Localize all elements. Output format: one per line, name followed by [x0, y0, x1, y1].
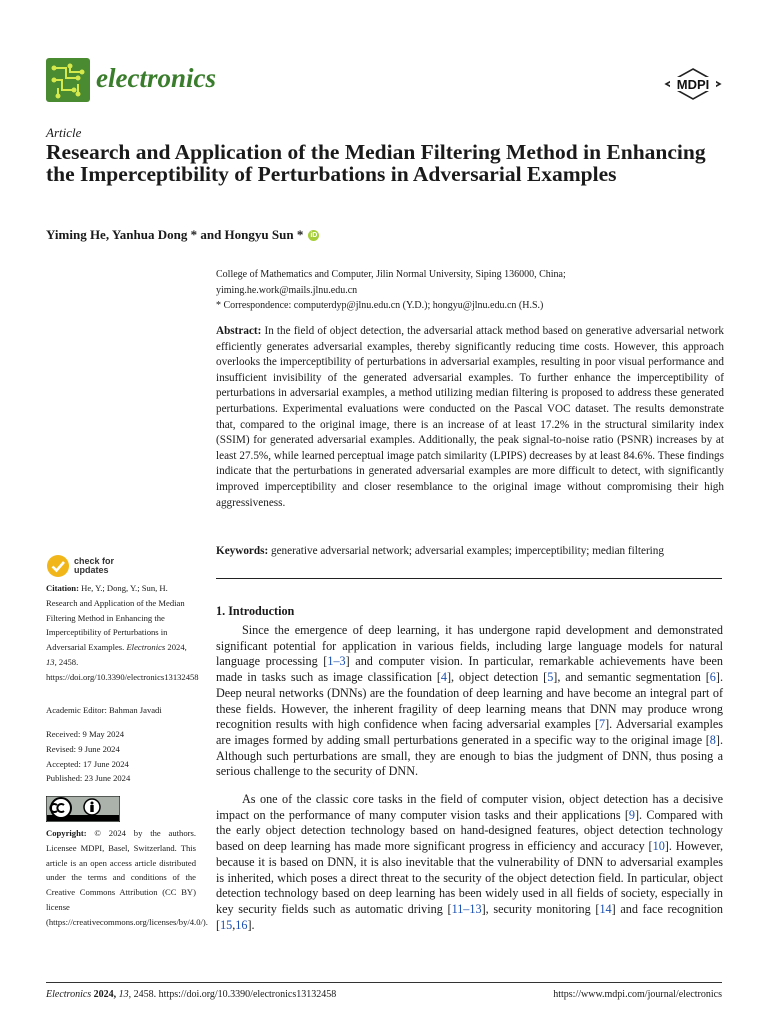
- footer-doi[interactable]: 2458. https://doi.org/10.3390/electronics13132458: [133, 989, 337, 1000]
- text-run: ]. Compared with the early object detection technology based on hand-designed features, object detection technology based on deep learning has made more significant progress in efficiency and accuracy [: [216, 807, 724, 854]
- text-run: ]. Deep neural networks (DNNs) are the foundation of deep learning and have become an integral part of these fields. However, the inherent fragility of deep learning means that DNN may produce wrong recognition results with high confidence when facing adversarial examples [: [216, 670, 723, 732]
- footer-volume: 13,: [118, 989, 132, 1000]
- author-names: Yiming He, Yanhua Dong * and Hongyu Sun *: [46, 227, 304, 242]
- text-run: ] and computer vision. In particular, remarkable achievements have been made in tasks such as image classification [: [216, 654, 723, 685]
- text-run: ]. Although such perturbations are small, they are enough to bias the judgment of DNN, thus posing a serious challenge to the security of DNN.: [216, 732, 723, 779]
- text-run: ]. Adversarial examples are images formed by adding small perturbations generated in a specific way to the original image [: [216, 717, 723, 747]
- cc-by-icon[interactable]: [46, 796, 120, 822]
- citation-year: 2024,: [167, 642, 187, 653]
- affiliation-block: [216, 267, 726, 314]
- footer-journal-url[interactable]: https://www.mdpi.com/journal/electronics: [553, 989, 722, 1000]
- citation-link[interactable]: 1–3: [327, 654, 346, 669]
- check-updates-icon: [46, 554, 70, 578]
- keywords-text: generative adversarial network; adversarial examples; imperceptibility; median filtering: [271, 545, 664, 557]
- text-run: As one of the classic core tasks in the field of computer vision, object detection has a decisive impact on the performance of many computer vision tasks and their applications [: [216, 792, 723, 822]
- citation-link[interactable]: 10: [652, 839, 665, 854]
- citation-label: Citation:: [46, 583, 79, 593]
- correspondence-line: * Correspondence: computerdyp@jlnu.edu.cn (Y.D.); hongyu@jlnu.edu.cn (H.S.): [216, 300, 544, 311]
- section-heading: 1. Introduction: [216, 604, 295, 618]
- copyright-text: © 2024 by the authors. Licensee MDPI, Basel, Switzerland. This article is an open access article distributed under the terms and conditions of the Creative Commons Attribution (CC BY) license (https://creativecommons.org/licenses/by/4.0/).: [46, 828, 208, 927]
- citation-text: He, Y.; Dong, Y.; Sun, H. Research and Application of the Median Filtering Method in Enhancing the Imperceptibility of Perturbations in Adversarial Examples.: [46, 583, 185, 653]
- text-run: ] and face recognition [: [216, 901, 723, 932]
- citation-link[interactable]: 4: [440, 670, 447, 685]
- copyright-label: Copyright:: [46, 828, 87, 838]
- academic-editor: Academic Editor: Bahman Javadi: [46, 705, 162, 715]
- mdpi-logo: [664, 68, 722, 100]
- article-type: Article: [46, 125, 82, 140]
- body-paragraph: [216, 623, 723, 780]
- section-divider: [216, 578, 722, 579]
- keywords: [216, 544, 726, 559]
- text-run: ].: [247, 917, 255, 932]
- text-run: ], and semantic segmentation [: [553, 670, 710, 685]
- published-date: Published: 23 June 2024: [46, 773, 131, 784]
- copyright-block: [46, 826, 208, 930]
- author-list: [46, 227, 319, 243]
- check-updates-line1: check for: [74, 556, 115, 566]
- citation-link[interactable]: 6: [709, 670, 716, 685]
- footer-year: 2024,: [93, 989, 117, 1000]
- citation-link[interactable]: 7: [599, 717, 606, 732]
- citation-volume: 13,: [46, 656, 57, 667]
- revised-date: Revised: 9 June 2024: [46, 743, 120, 754]
- check-updates-line2: updates: [74, 565, 109, 575]
- citation-link[interactable]: 8: [709, 732, 716, 747]
- orcid-icon[interactable]: iD: [310, 231, 318, 239]
- citation-block: [46, 581, 199, 685]
- mdpi-logo-text: MDPI: [676, 77, 710, 92]
- citation-link[interactable]: 11–13: [451, 901, 482, 916]
- footer-citation: [46, 989, 336, 1000]
- text-run: Since the emergence of deep learning, it has undergone rapid development and demonstrated significant potential for application in various fields, including large language models for natural language processing [: [216, 623, 723, 669]
- publication-dates: [46, 727, 196, 786]
- citation-doi[interactable]: 2458. https://doi.org/10.3390/electronics13132458: [46, 656, 199, 682]
- citation-link[interactable]: 16: [235, 917, 248, 932]
- page-footer: [46, 982, 722, 1000]
- text-run: ]. However, because it is based on DNN, it is also inevitable that the vulnerability of DNN to adversarial examples is inherited, which poses a direct threat to the security of the object detection field. In particular, object detection technology based on deep learning has been widely used in all fields of society, especially in key security fields such as automatic driving [: [216, 839, 723, 916]
- abstract: [216, 324, 724, 511]
- abstract-text: In the field of object detection, the adversarial attack method based on generative adversarial network efficiently generates adversarial examples, thereby significantly reducing time costs. However, this approach overlooks the imperceptibility of perturbations in adversarial examples, resulting in poor visual performance and insufficient invisibility of the generated adversarial examples. To further enhance the imperceptibility of perturbations in adversarial examples, a method utilizing median filtering is proposed to address these generated perturbations. Experimental evaluations were conducted on the Pascal VOC dataset. The results demonstrate that, compared to the original image, there is an increase of at least 17.2% in the structural similarity index (SSIM) for generated adversarial examples. Additionally, the peak signal-to-noise ratio (PSNR) increases by at least 27.5%, while learned perceptual image patch similarity (LPIPS) decreases by at least 84.6%. These findings indicate that the perturbations in generated adversarial examples are more difficult to detect, with significantly improved imperceptibility and closer resemblance to the original image without compromising their high aggressiveness.: [216, 325, 725, 509]
- journal-name: electronics: [96, 63, 216, 93]
- affiliation-line: College of Mathematics and Computer, Jilin Normal University, Siping 136000, China;: [216, 269, 566, 280]
- keywords-label: Keywords:: [216, 545, 269, 557]
- affiliation-email[interactable]: yiming.he.work@mails.jlnu.edu.cn: [216, 284, 358, 296]
- received-date: Received: 9 May 2024: [46, 729, 125, 739]
- abstract-label: Abstract:: [216, 325, 262, 337]
- citation-link[interactable]: 9: [628, 807, 635, 822]
- circuit-icon: [46, 58, 90, 102]
- text-run: ], security monitoring [: [481, 901, 600, 916]
- citation-link[interactable]: 5: [547, 670, 554, 685]
- article-title: Research and Application of the Median Filtering Method in Enhancing the Imperceptibility of Perturbations in Adversarial Examples: [46, 140, 706, 186]
- text-run: ], object detection [: [447, 670, 548, 685]
- footer-journal: Electronics: [46, 989, 92, 1000]
- citation-link[interactable]: 14: [599, 901, 612, 916]
- text-run: ,: [232, 917, 236, 932]
- accepted-date: Accepted: 17 June 2024: [46, 758, 129, 769]
- check-for-updates-badge[interactable]: [46, 554, 114, 578]
- body-paragraph: [216, 792, 723, 933]
- citation-link[interactable]: 15: [220, 917, 233, 932]
- citation-journal: Electronics: [126, 642, 166, 653]
